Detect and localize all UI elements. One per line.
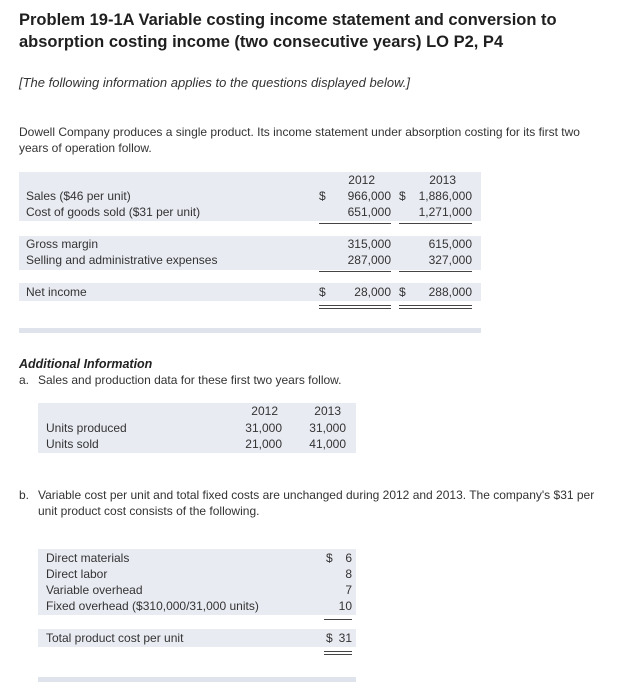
title-line-2: absorption costing income (two consecutive years) LO P2, P4 (19, 33, 504, 51)
units-sold-label: Units sold (46, 437, 99, 451)
item-a-text: Sales and production data for these first two years follow. (38, 373, 342, 387)
double-rule-2013-b (399, 308, 472, 309)
item-b-text-line-2: unit product cost consists of the following. (38, 504, 260, 518)
total-product-cost-label: Total product cost per unit (46, 631, 184, 645)
units-produced-2012: 31,000 (245, 421, 282, 435)
gross-margin-2012: 315,000 (347, 237, 391, 251)
unit-cost-bottom-separator (38, 677, 356, 682)
double-rule-unit-cost-b (324, 654, 352, 655)
year-2013-header: 2013 (429, 173, 456, 187)
problem-title (19, 9, 557, 53)
gross-margin-label: Gross margin (26, 237, 99, 251)
rule-selling-2012 (319, 271, 391, 272)
description-line-1: Dowell Company produces a single product. Its income statement under absorption costing for its first two (19, 125, 580, 139)
direct-labor-label: Direct labor (46, 567, 108, 581)
gross-margin-2013: 615,000 (428, 237, 472, 251)
net-income-label: Net income (26, 285, 87, 299)
rule-unit-cost (324, 619, 352, 620)
double-rule-2012-a (319, 305, 391, 306)
sales-2012: 966,000 (347, 189, 391, 203)
direct-materials-value: 6 (345, 551, 352, 565)
description-line-2: years of operation follow. (19, 141, 152, 155)
sales-2013: 1,886,000 (418, 189, 472, 203)
double-rule-2013-a (399, 305, 472, 306)
units-year-2013-header: 2013 (314, 404, 341, 418)
net-income-currency-2013: $ (399, 285, 406, 299)
rule-selling-2013 (399, 271, 472, 272)
fixed-overhead-value: 10 (338, 599, 352, 613)
rule-cogs-2012 (319, 223, 391, 224)
selling-admin-label: Selling and administrative expenses (26, 253, 218, 267)
cogs-2012: 651,000 (347, 205, 391, 219)
total-product-cost-value: 31 (338, 631, 352, 645)
item-a-marker: a. (19, 373, 30, 387)
total-product-cost-currency: $ (326, 631, 333, 645)
selling-admin-2013: 327,000 (428, 253, 472, 267)
item-b-marker: b. (19, 488, 30, 502)
direct-labor-value: 8 (345, 567, 352, 581)
units-produced-label: Units produced (46, 421, 127, 435)
variable-overhead-value: 7 (345, 583, 352, 597)
direct-materials-label: Direct materials (46, 551, 130, 565)
additional-information-heading: Additional Information (19, 357, 153, 371)
sales-currency-2013: $ (399, 189, 406, 203)
units-produced-2013: 31,000 (309, 421, 346, 435)
title-line-1: Problem 19-1A Variable costing income statement and conversion to (19, 11, 557, 29)
description (19, 124, 580, 156)
item-b-text-line-1: Variable cost per unit and total fixed costs are unchanged during 2012 and 2013. The company's $31 per (38, 488, 595, 502)
intro-note: [The following information applies to the questions displayed below.] (19, 75, 410, 90)
net-income-2013: 288,000 (428, 285, 472, 299)
year-2012-header: 2012 (348, 173, 375, 187)
rule-cogs-2013 (399, 223, 472, 224)
sales-currency-2012: $ (319, 189, 326, 203)
net-income-currency-2012: $ (319, 285, 326, 299)
units-year-2012-header: 2012 (251, 404, 278, 418)
variable-overhead-label: Variable overhead (46, 583, 143, 597)
sales-label: Sales ($46 per unit) (26, 189, 131, 203)
direct-materials-currency: $ (326, 551, 333, 565)
table-bottom-separator (19, 328, 481, 333)
item-b-text (38, 487, 594, 519)
cogs-2013: 1,271,000 (418, 205, 472, 219)
double-rule-2012-b (319, 308, 391, 309)
selling-admin-2012: 287,000 (347, 253, 391, 267)
fixed-overhead-label: Fixed overhead ($310,000/31,000 units) (46, 599, 259, 613)
units-sold-2012: 21,000 (245, 437, 282, 451)
double-rule-unit-cost-a (324, 651, 352, 652)
units-sold-2013: 41,000 (309, 437, 346, 451)
net-income-2012: 28,000 (354, 285, 391, 299)
cogs-label: Cost of goods sold ($31 per unit) (26, 205, 201, 219)
